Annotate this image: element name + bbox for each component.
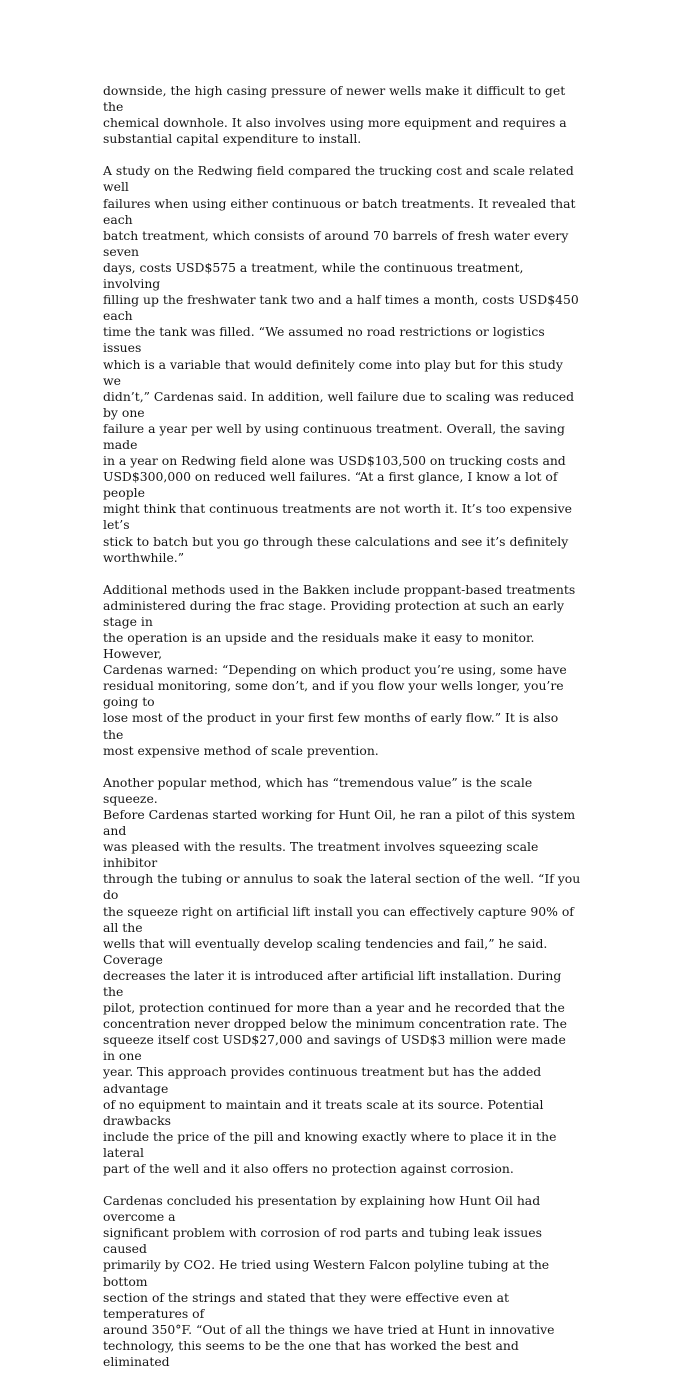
document-body [103, 83, 581, 1386]
paragraph-scale-squeeze: Another popular method, which has “tremendous value” is the scale squeeze. Before Cardenas started working for Hunt Oil, he ran a pilot of this system and was pleased with the results. The treatment involves squeezing scale inhibitor through the tubing or annulus to soak the lateral section of the well. “If you do the squeeze right on artificial lift install you can effectively capture 90% of all the wells that will eventually develop scaling tendencies and fail,” he said. Coverage decreases the later it is introduced after artificial lift installation. During the pilot, protection continued for more than a year and he recorded that the concentration never dropped below the minimum concentration rate. The squeeze itself cost USD$27,000 and savings of USD$3 million were made in one year. This approach provides continuous treatment but has the added advantage of no equipment to maintain and it treats scale at its source. Potential drawbacks include the price of the pill and knowing exactly where to place it in the lateral part of the well and it also offers no protection against corrosion. [103, 774, 581, 1176]
paragraph-casing-pressure: downside, the high casing pressure of newer wells make it difficult to get the chemical downhole. It also involves using more equipment and requires a substantial capital expenditure to install. [103, 83, 567, 147]
paragraph-conclusion: Cardenas concluded his presentation by explaining how Hunt Oil had overcome a significant problem with corrosion of rod parts and tubing leak issues caused primarily by CO2. He tried using Western Falcon polyline tubing at the bottom section of the strings and stated that they were effective even at temperatures of around 350°F. “Out of all the things we have tried at Hunt in innovative technology, this seems to be the one that has worked the best and eliminated [103, 1193, 555, 1370]
paragraph-proppant-treatments: Additional methods used in the Bakken include proppant-based treatments administered during the frac stage. Providing protection at such an early stage in the operation is an upside and the residuals make it easy to monitor. However, Cardenas warned: “Depending on which product you’re using, some have residual monitoring, some don’t, and if you flow your wells longer, you’re going to lose most of the product in your first few months of early flow.” It is also the most expensive method of scale prevention. [103, 581, 576, 758]
paragraph-redwing-study: A study on the Redwing field compared the trucking cost and scale related well failures when using either continuous or batch treatments. It revealed that each batch treatment, which consists of around 70 barrels of fresh water every seven days, costs USD$575 a treatment, while the continuous treatment, involving filling up the freshwater tank two and a half times a month, costs USD$450 each time the tank was filled. “We assumed no road restrictions or logistics issues which is a variable that would definitely come into play but for this study we didn’t,” Cardenas said. In addition, well failure due to scaling was reduced by one failure a year per well by using continuous treatment. Overall, the saving made in a year on Redwing field alone was USD$103,500 on trucking costs and USD$300,000 on reduced well failures. “At a first glance, I know a lot of people might think that continuous treatments are not worth it. It’s too expensive let’s stick to batch but you go through these calculations and see it’s definitely worthwhile.” [103, 163, 579, 565]
